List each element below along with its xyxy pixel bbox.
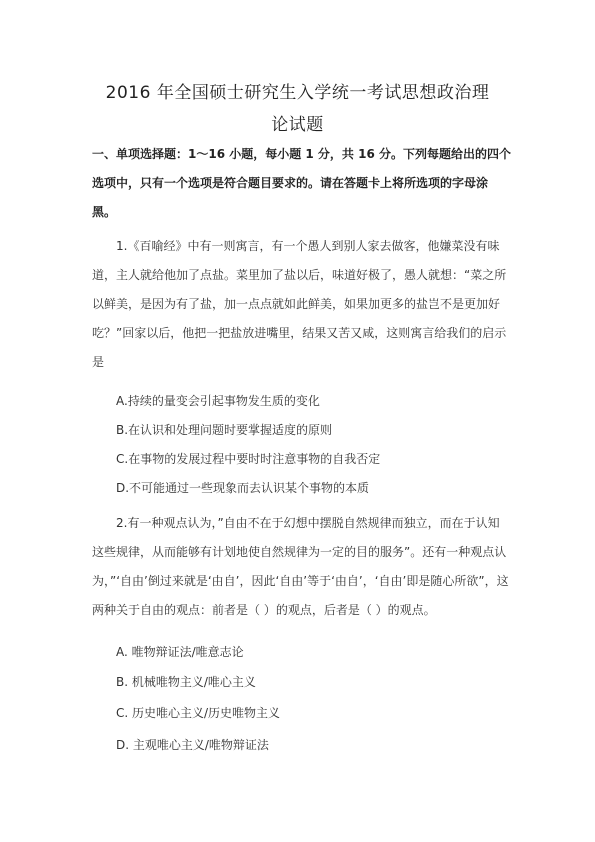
question-2-option-a: A. 唯物辩证法/唯意志论 — [116, 645, 244, 659]
question-stem-line: 两种关于自由的观点：前者是（ ）的观点，后者是（ ）的观点。 — [92, 603, 436, 617]
question-stem-line: 为，”‘自由’倒过来就是‘由自’，因此‘自由’等于‘由自’，‘自由’即是随心所欲”，这 — [92, 574, 509, 588]
question-1-option-a: A.持续的量变会引起事物发生质的变化 — [116, 394, 320, 408]
question-1-option-d: D.不可能通过一些现象而去认识某个事物的本质 — [116, 481, 370, 495]
page-title-line-2: 论试题 — [271, 115, 324, 135]
question-1-option-c: C.在事物的发展过程中要时时注意事物的自我否定 — [116, 452, 381, 466]
question-stem-line: 这些规律，从而能够有计划地使自然规律为一定的目的服务”。还有一种观点认 — [92, 545, 507, 559]
section-heading — [92, 140, 511, 227]
question-1-option-b: B.在认识和处理问题时要掌握适度的原则 — [116, 423, 333, 437]
question-stem-line: 1.《百喻经》中有一则寓言，有一个愚人到别人家去做客，他嫌菜没有味 — [116, 239, 500, 253]
question-2-option-b: B. 机械唯物主义/唯心主义 — [116, 675, 256, 689]
question-2-option-c: C. 历史唯心主义/历史唯物主义 — [116, 706, 281, 720]
question-stem-line: 道，主人就给他加了点盐。菜里加了盐以后，味道好极了，愚人就想：“菜之所 — [92, 268, 507, 282]
question-2-stem — [92, 509, 509, 625]
section-heading-line: 选项中，只有一个选项是符合题目要求的。请在答题卡上将所选项的字母涂 — [92, 176, 489, 190]
question-stem-line: 以鲜美，是因为有了盐，加一点点就如此鲜美，如果加更多的盐岂不是更加好 — [92, 297, 501, 311]
question-stem-line: 是 — [92, 355, 105, 369]
question-1-stem — [92, 232, 505, 377]
page-title-line-1: 2016 年全国硕士研究生入学统一考试思想政治理 — [105, 83, 490, 103]
section-heading-line: 黑。 — [92, 205, 117, 219]
question-2-option-d: D. 主观唯心主义/唯物辩证法 — [116, 738, 269, 752]
section-heading-line: 一、单项选择题：1～16 小题，每小题 1 分，共 16 分。下列每题给出的四个 — [92, 147, 511, 161]
question-stem-line: 2.有一种观点认为，”自由不在于幻想中摆脱自然规律而独立，而在于认知 — [116, 516, 500, 530]
question-stem-line: 吃？”回家以后，他把一把盐放进嘴里，结果又苦又咸，这则寓言给我们的启示 — [92, 326, 507, 340]
